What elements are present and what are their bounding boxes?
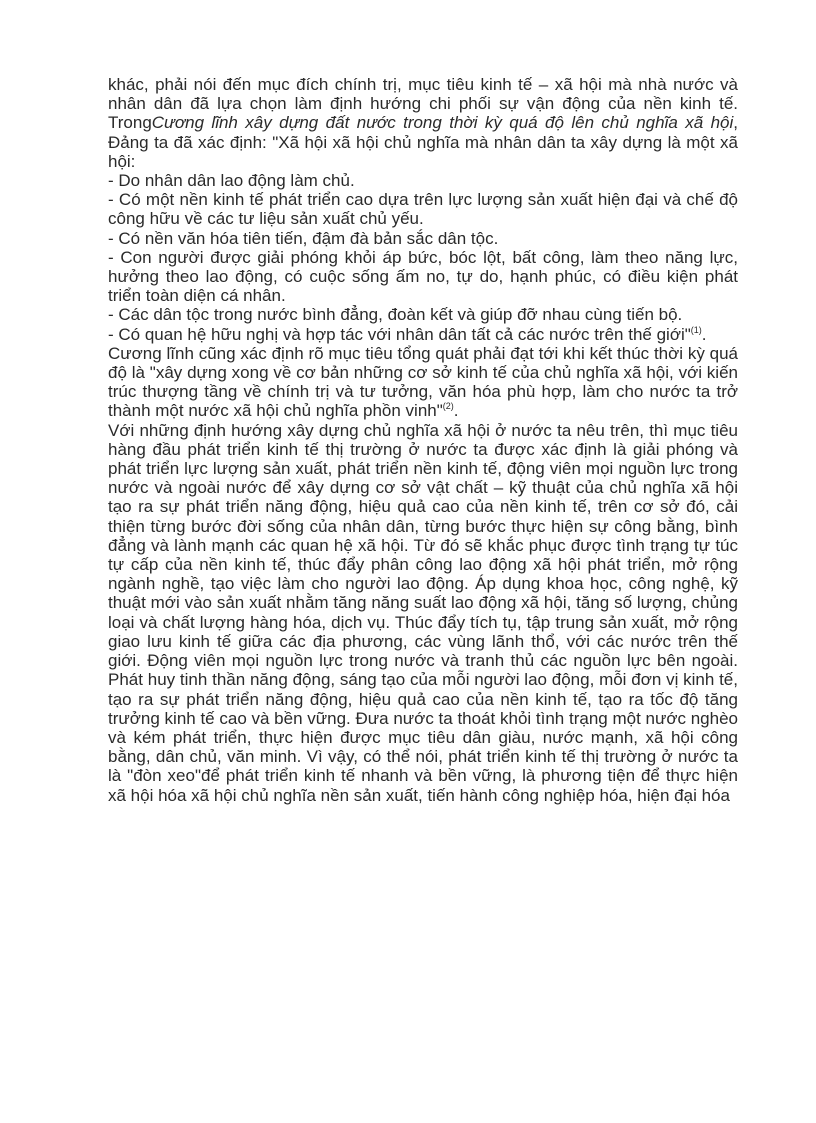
- list-item: - Do nhân dân lao động làm chủ.: [108, 171, 355, 191]
- charter-goal-paragraph: [108, 344, 738, 421]
- period: .: [701, 324, 707, 344]
- list-item-last: [108, 325, 738, 344]
- period: .: [453, 401, 459, 421]
- list-item: - Con người được giải phóng khỏi áp bức, bóc lột, bất công, làm theo năng lực, hưởng theo lao động, có cuộc sống ấm no, tự do, hạnh phúc, có điều kiện phát triển toàn diện cá nhân.: [108, 247, 738, 306]
- market-economy-paragraph: Với những định hướng xây dựng chủ nghĩa xã hội ở nước ta nêu trên, thì mục tiêu hàng đầu phát triển kinh tế thị trường ở nước ta được xác định là giải phóng và phát triển lực lượng sản xuất, phát triển nền kinh tế, động viên mọi nguồn lực trong nước và ngoài nước để xây dựng cơ sở vật chất – kỹ thuật của chủ nghĩa xã hội tạo ra sự phát triển năng động, hiệu quả cao của nền kinh tế, trên cơ sở đó, cải thiện từng bước đời sống của nhân dân, từng bước thực hiện sự công bằng, bình đẳng và lành mạnh các quan hệ xã hội. Từ đó sẽ khắc phục được tình trạng tự túc tự cấp của nền kinh tế, thúc đẩy phân công lao động xã hội phát triển, mở rộng ngành nghề, tạo việc làm cho người lao động. Áp dụng khoa học, công nghệ, kỹ thuật mới vào sản xuất nhằm tăng năng suất lao động xã hội, tăng số lượng, chủng loại và chất lượng hàng hóa, dịch vụ. Thúc đẩy tích tụ, tập trung sản xuất, mở rộng giao lưu kinh tế giữa các địa phương, các vùng lãnh thổ, với các nước trên thế giới. Động viên mọi nguồn lực trong nước và tranh thủ các nguồn lực bên ngoài. Phát huy tinh thần năng động, sáng tạo của mỗi người lao động, mỗi đơn vị kinh tế, tạo ra sự phát triển năng động, hiệu quả cao của nền kinh tế, tạo ra tốc độ tăng trưởng kinh tế cao và bền vững. Đưa nước ta thoát khỏi tình trạng một nước nghèo và kém phát triển, thực hiện được mục tiêu dân giàu, nước mạnh, xã hội công bằng, dân chủ, văn minh. Vì vậy, có thể nói, phát triển kinh tế thị trường ở nước ta là "đòn xeo"để phát triển kinh tế nhanh và bền vững, là phương tiện để thực hiện xã hội hóa xã hội chủ nghĩa nền sản xuất, tiến hành công nghiệp hóa, hiện đại hóa: [108, 420, 738, 805]
- list-item-text: - Có quan hệ hữu nghị và hợp tác với nhân dân tất cả các nước trên thế giới": [108, 324, 691, 344]
- intro-text: khác, phải nói đến mục đích chính trị, mục tiêu kinh tế – xã hội mà nhà nước và nhân dân đã lựa chọn làm định hướng chi phối sự vận động của nền kinh tế. Trong: [108, 75, 738, 133]
- list-item: - Có một nền kinh tế phát triển cao dựa trên lực lượng sản xuất hiện đại và chế độ công hữu về các tư liệu sản xuất chủ yếu.: [108, 190, 738, 229]
- footnote-ref-2: (2): [442, 401, 454, 412]
- document-page: [108, 75, 738, 805]
- intro-paragraph: [108, 75, 738, 171]
- paragraph-text: Cương lĩnh cũng xác định rõ mục tiêu tổng quát phải đạt tới khi kết thúc thời kỳ quá độ là "xây dựng xong về cơ bản những cơ sở kinh tế của chủ nghĩa xã hội, với kiến trúc thượng tầng về chính trị và tư tưởng, văn hóa phù hợp, làm cho nước ta trở thành một nước xã hội chủ nghĩa phồn vinh": [108, 343, 738, 421]
- list-item: - Các dân tộc trong nước bình đẳng, đoàn kết và giúp đỡ nhau cùng tiến bộ.: [108, 305, 683, 325]
- intro-text-cont: , Đảng ta đã xác định: "Xã hội xã hội chủ nghĩa mà nhân dân ta xây dựng là một xã hội:: [108, 113, 738, 171]
- list-item: - Có nền văn hóa tiên tiến, đậm đà bản sắc dân tộc.: [108, 228, 499, 248]
- charter-title: Cương lĩnh xây dựng đất nước trong thời kỳ quá độ lên chủ nghĩa xã hội: [151, 113, 734, 133]
- footnote-ref-1: (1): [690, 324, 702, 335]
